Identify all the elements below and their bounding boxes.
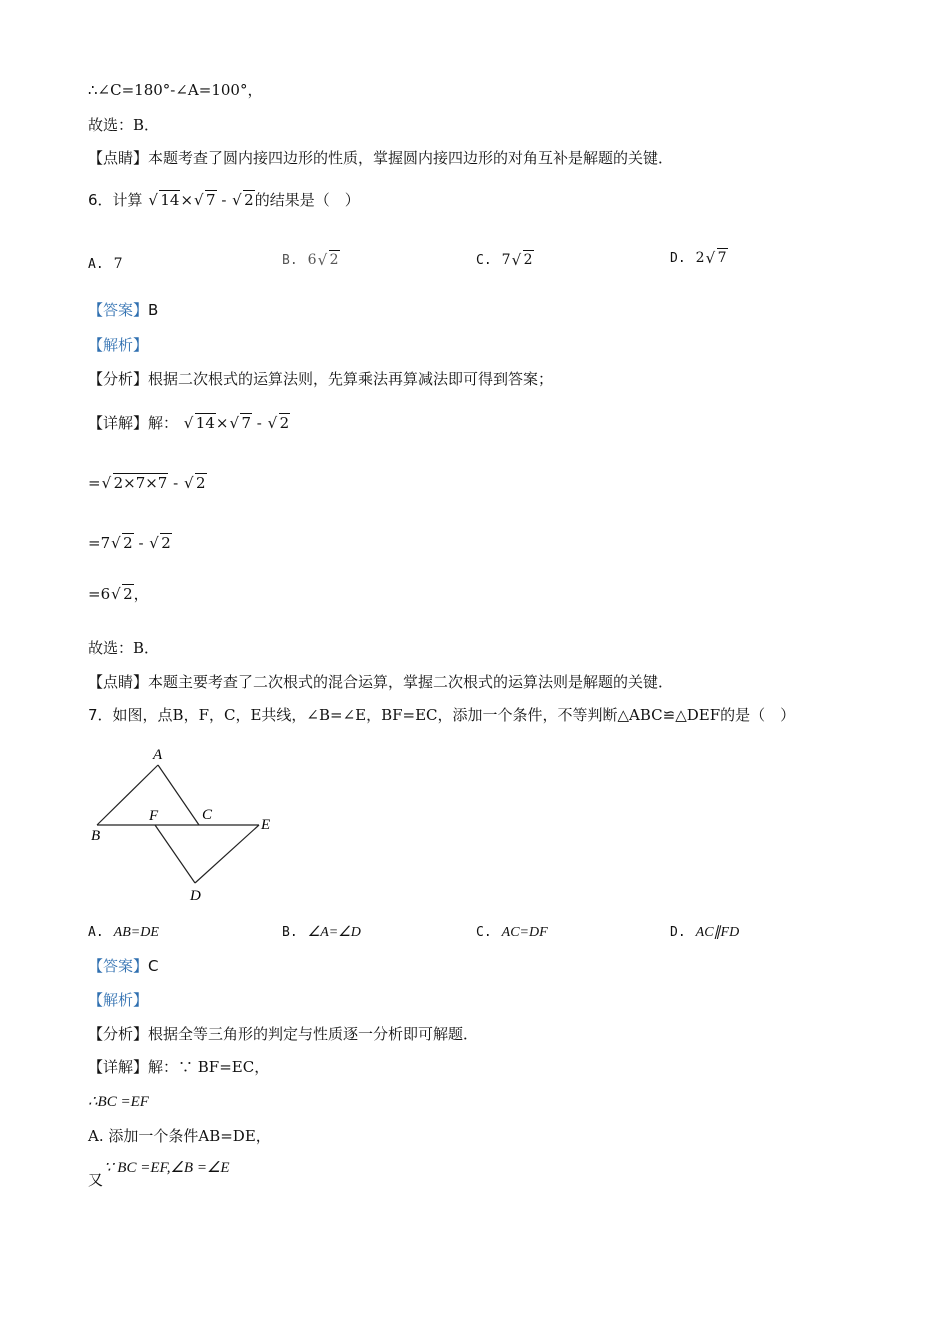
label-f: F: [149, 808, 159, 824]
q6-number: 6．: [88, 191, 113, 209]
q6-stem: 6．计算 √ 14× √ 7 - √ 2的结果是（ ）: [88, 191, 360, 209]
segment-de: [195, 825, 259, 883]
label-a: A: [153, 747, 163, 763]
q6-choose: 故选：B．: [88, 639, 160, 657]
q6-option-b[interactable]: B. 6 √ 2: [282, 251, 339, 269]
q7-stem: 7．如图，点B，F，C，E共线，∠B=∠E，BF=EC，添加一个条件，不等判断△ABC≌△DEF的是（ ）: [88, 706, 796, 724]
segment-fd: [155, 825, 195, 883]
q6-option-d[interactable]: D. 2 √ 7: [670, 249, 727, 267]
label-b: B: [91, 828, 101, 844]
prev-dianjing: 【点睛】本题考查了圆内接四边形的性质，掌握圆内接四边形的对角互补是解题的关键．: [88, 149, 674, 167]
q7-fenxi: 【分析】根据全等三角形的判定与性质逐一分析即可解题．: [88, 1025, 479, 1043]
q7-you: 又: [88, 1171, 104, 1189]
q6-option-a[interactable]: A. 7: [88, 256, 123, 272]
q7-figure: [85, 740, 285, 910]
q7-analysis-tag: 【解析】: [88, 991, 149, 1009]
q7-bc-ef: ∴BC =EF: [88, 1094, 149, 1110]
q6-step1: = √ 2×7×7 - √ 2: [88, 474, 206, 492]
q7-option-a[interactable]: A. AB=DE: [88, 925, 159, 940]
q7-option-d[interactable]: D. AC∥FD: [670, 925, 740, 940]
q7-answer: 【答案】C: [88, 957, 159, 975]
q6-sqrt-14: √ 14: [148, 191, 180, 209]
q7-detail: 【详解】解：∵ BF=EC，: [88, 1058, 270, 1076]
q6-sqrt-7: √ 7: [194, 191, 216, 209]
label-d: D: [190, 888, 201, 904]
segment-ac: [158, 765, 199, 825]
q6-dianjing: 【点睛】本题主要考查了二次根式的混合运算，掌握二次根式的运算法则是解题的关键．: [88, 673, 674, 691]
q7-option-c[interactable]: C. AC=DF: [476, 925, 548, 940]
q6-sqrt-2: √ 2: [232, 191, 254, 209]
label-e: E: [261, 817, 271, 833]
label-c: C: [202, 807, 213, 823]
q6-detail: 【详解】解： √ 14× √ 7 - √ 2: [88, 414, 290, 432]
q6-fenxi: 【分析】根据二次根式的运算法则，先算乘法再算减法即可得到答案；: [88, 370, 554, 388]
q6-step3: =6 √ 2，: [88, 585, 149, 603]
q7-option-b[interactable]: B. ∠A=∠D: [282, 925, 361, 940]
q6-analysis-tag: 【解析】: [88, 336, 149, 354]
q7-option-a-analysis: A. 添加一个条件AB=DE，: [88, 1127, 271, 1145]
prev-conclusion: ∴∠C=180°-∠A=100°，: [88, 81, 263, 99]
q7-conditions: ∵ BC =EF,∠B =∠E: [104, 1160, 230, 1176]
q7-number: 7．: [88, 706, 113, 724]
q6-answer: 【答案】B: [88, 301, 159, 319]
q6-option-c[interactable]: C. 7 √ 2: [476, 251, 533, 269]
q6-step2: =7 √ 2 - √ 2: [88, 534, 171, 552]
prev-choose: 故选：B．: [88, 116, 160, 134]
